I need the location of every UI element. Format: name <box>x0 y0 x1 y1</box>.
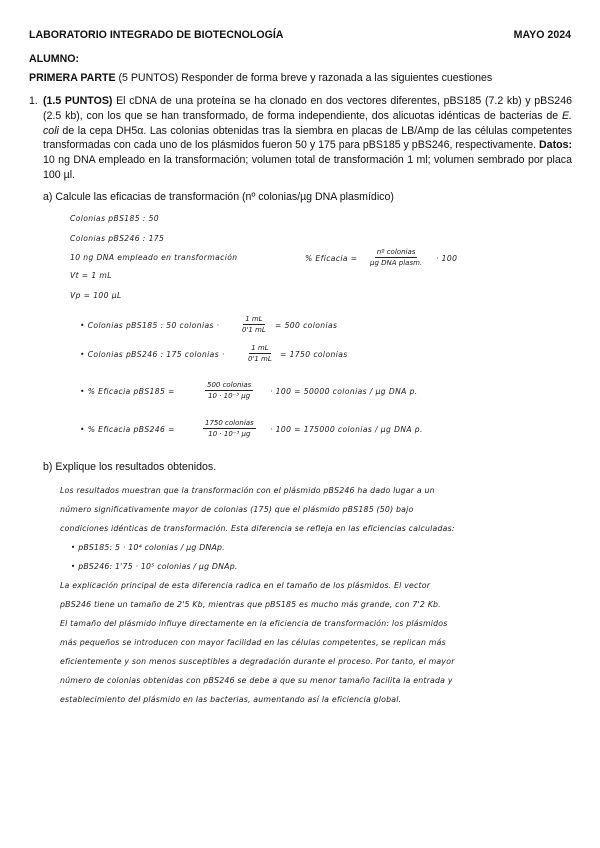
part-title: PRIMERA PARTE <box>29 72 116 84</box>
answer-line: número de colonias obtenidas con pBS246 se debe a que su menor tamaño facilita la entrada y <box>60 676 453 685</box>
answer-line: • pBS185: 5 · 10⁴ colonias / µg DNAp. <box>60 543 225 552</box>
fraction-numerator: 1750 colonias <box>205 419 254 427</box>
fraction-numerator: 500 colonias <box>207 381 252 389</box>
efficacy-formula-tail: · 100 <box>436 254 458 263</box>
calc-fraction <box>205 381 253 400</box>
hw-line: Vp = 100 µL <box>70 291 122 300</box>
answer-line: más pequeños se introducen con mayor facilidad en las células competentes, se replican más <box>60 638 446 647</box>
question-text-a: El cDNA de una proteína se ha clonado en dos vectores diferentes, pBS185 (7.2 kb) y pBS246 (2.5 kb), con los que se han transformado, de forma independiente, dos alicuotas idénticas de bacterias de <box>43 95 572 122</box>
question-1 <box>29 94 572 183</box>
answer-line: • pBS246: 1'75 · 10⁵ colonias / µg DNAp. <box>60 562 238 571</box>
hw-line: Colonias pBS185 : 50 <box>70 214 160 223</box>
answer-line: eficientemente y son menos susceptibles a degradación durante el proceso. Por tanto, el mayor <box>60 657 455 666</box>
hw-line: Colonias pBS246 : 175 <box>70 234 165 243</box>
sub-question-b <box>43 461 216 473</box>
exam-date: MAYO 2024 <box>513 29 571 41</box>
hw-calc: · 100 = 175000 colonias / µg DNA p. <box>270 425 423 434</box>
question-points: (1.5 PUNTOS) <box>43 95 113 107</box>
efficacy-formula-label: % Eficacia = <box>305 254 358 263</box>
hw-calc: • % Eficacia pBS246 = <box>80 425 175 434</box>
calc-fraction <box>242 315 266 334</box>
fraction-numerator: 1 mL <box>251 344 269 352</box>
hw-calc: · 100 = 50000 colonias / µg DNA p. <box>270 387 418 396</box>
fraction-denominator: 10 · 10⁻³ µg <box>208 392 251 400</box>
part-instruction: Responder de forma breve y razonada a las siguientes cuestiones <box>181 72 493 84</box>
data-label: Datos: <box>539 139 572 152</box>
handwritten-answer-b <box>60 481 560 709</box>
efficacy-formula-fraction <box>370 248 422 267</box>
fraction-denominator: 0'1 mL <box>248 355 272 363</box>
fraction-numerator: 1 mL <box>245 315 263 323</box>
hw-calc: • % Eficacia pBS185 = <box>80 387 175 396</box>
hw-calc: • Colonias pBS185 : 50 colonias · <box>80 321 220 330</box>
sub-question-a <box>43 191 394 203</box>
sub-b-prompt: Explique los resultados obtenidos. <box>55 461 217 473</box>
hw-calc: • Colonias pBS246 : 175 colonias · <box>80 350 225 359</box>
fraction-denominator: 10 · 10⁻³ µg <box>208 430 251 438</box>
part-points: (5 PUNTOS) <box>118 72 179 84</box>
calc-fraction <box>248 344 272 363</box>
hw-calc: = 500 colonias <box>275 321 338 330</box>
question-text-c: 10 ng DNA empleado en la transformación; volumen total de transformación 1 ml; volumen sembrado por placa 100 µl. <box>43 154 572 181</box>
fraction-numerator: nº colonias <box>376 248 416 256</box>
hw-line: Vt = 1 mL <box>70 271 112 280</box>
answer-line: El tamaño del plásmido influye directamente en la eficiencia de transformación: los plásmidos <box>60 619 448 628</box>
sub-a-prompt: Calcule las eficacias de transformación (nº colonias/µg DNA plasmídico) <box>55 191 394 203</box>
fraction-denominator: µg DNA plasm. <box>370 259 423 267</box>
question-number: 1. <box>29 95 38 107</box>
answer-line: pBS246 tiene un tamaño de 2'5 Kb, mientras que pBS185 es mucho más grande, con 7'2 Kb. <box>60 600 441 609</box>
answer-line: establecimiento del plásmido en las bacterias, aumentando así la eficiencia global. <box>60 695 402 704</box>
answer-line: número significativamente mayor de colonias (175) que el plásmido pBS185 (50) bajo <box>60 505 414 514</box>
hw-calc: = 1750 colonias <box>280 350 348 359</box>
calc-fraction <box>203 419 256 438</box>
sub-a-label: a) <box>43 191 53 203</box>
page-header <box>29 29 571 41</box>
hw-line: 10 ng DNA empleado en transformación <box>70 253 238 262</box>
sub-b-label: b) <box>43 461 53 473</box>
question-text-b: de la cepa DH5α. Las colonias obtenidas tras la siembra en placas de LB/Amp de las células competentes transformadas con cada uno de los plásmidos fueron 50 y 175 para pBS185 y pBS246, respectivamente. <box>43 124 572 152</box>
answer-line: Los resultados muestran que la transformación con el plásmido pBS246 ha dado lugar a un <box>60 486 435 495</box>
answer-line: La explicación principal de esta diferencia radica en el tamaño de los plásmidos. El vector <box>60 581 431 590</box>
part-heading <box>29 72 492 84</box>
answer-line: condiciones idénticas de transformación. Esta diferencia se refleja en las eficiencias calculadas: <box>60 524 455 533</box>
course-title: LABORATORIO INTEGRADO DE BIOTECNOLOGÍA <box>29 29 284 41</box>
fraction-denominator: 0'1 mL <box>242 326 266 334</box>
question-text <box>43 94 572 183</box>
student-label: ALUMNO: <box>29 53 80 65</box>
organism-name: E. coli <box>43 109 572 137</box>
